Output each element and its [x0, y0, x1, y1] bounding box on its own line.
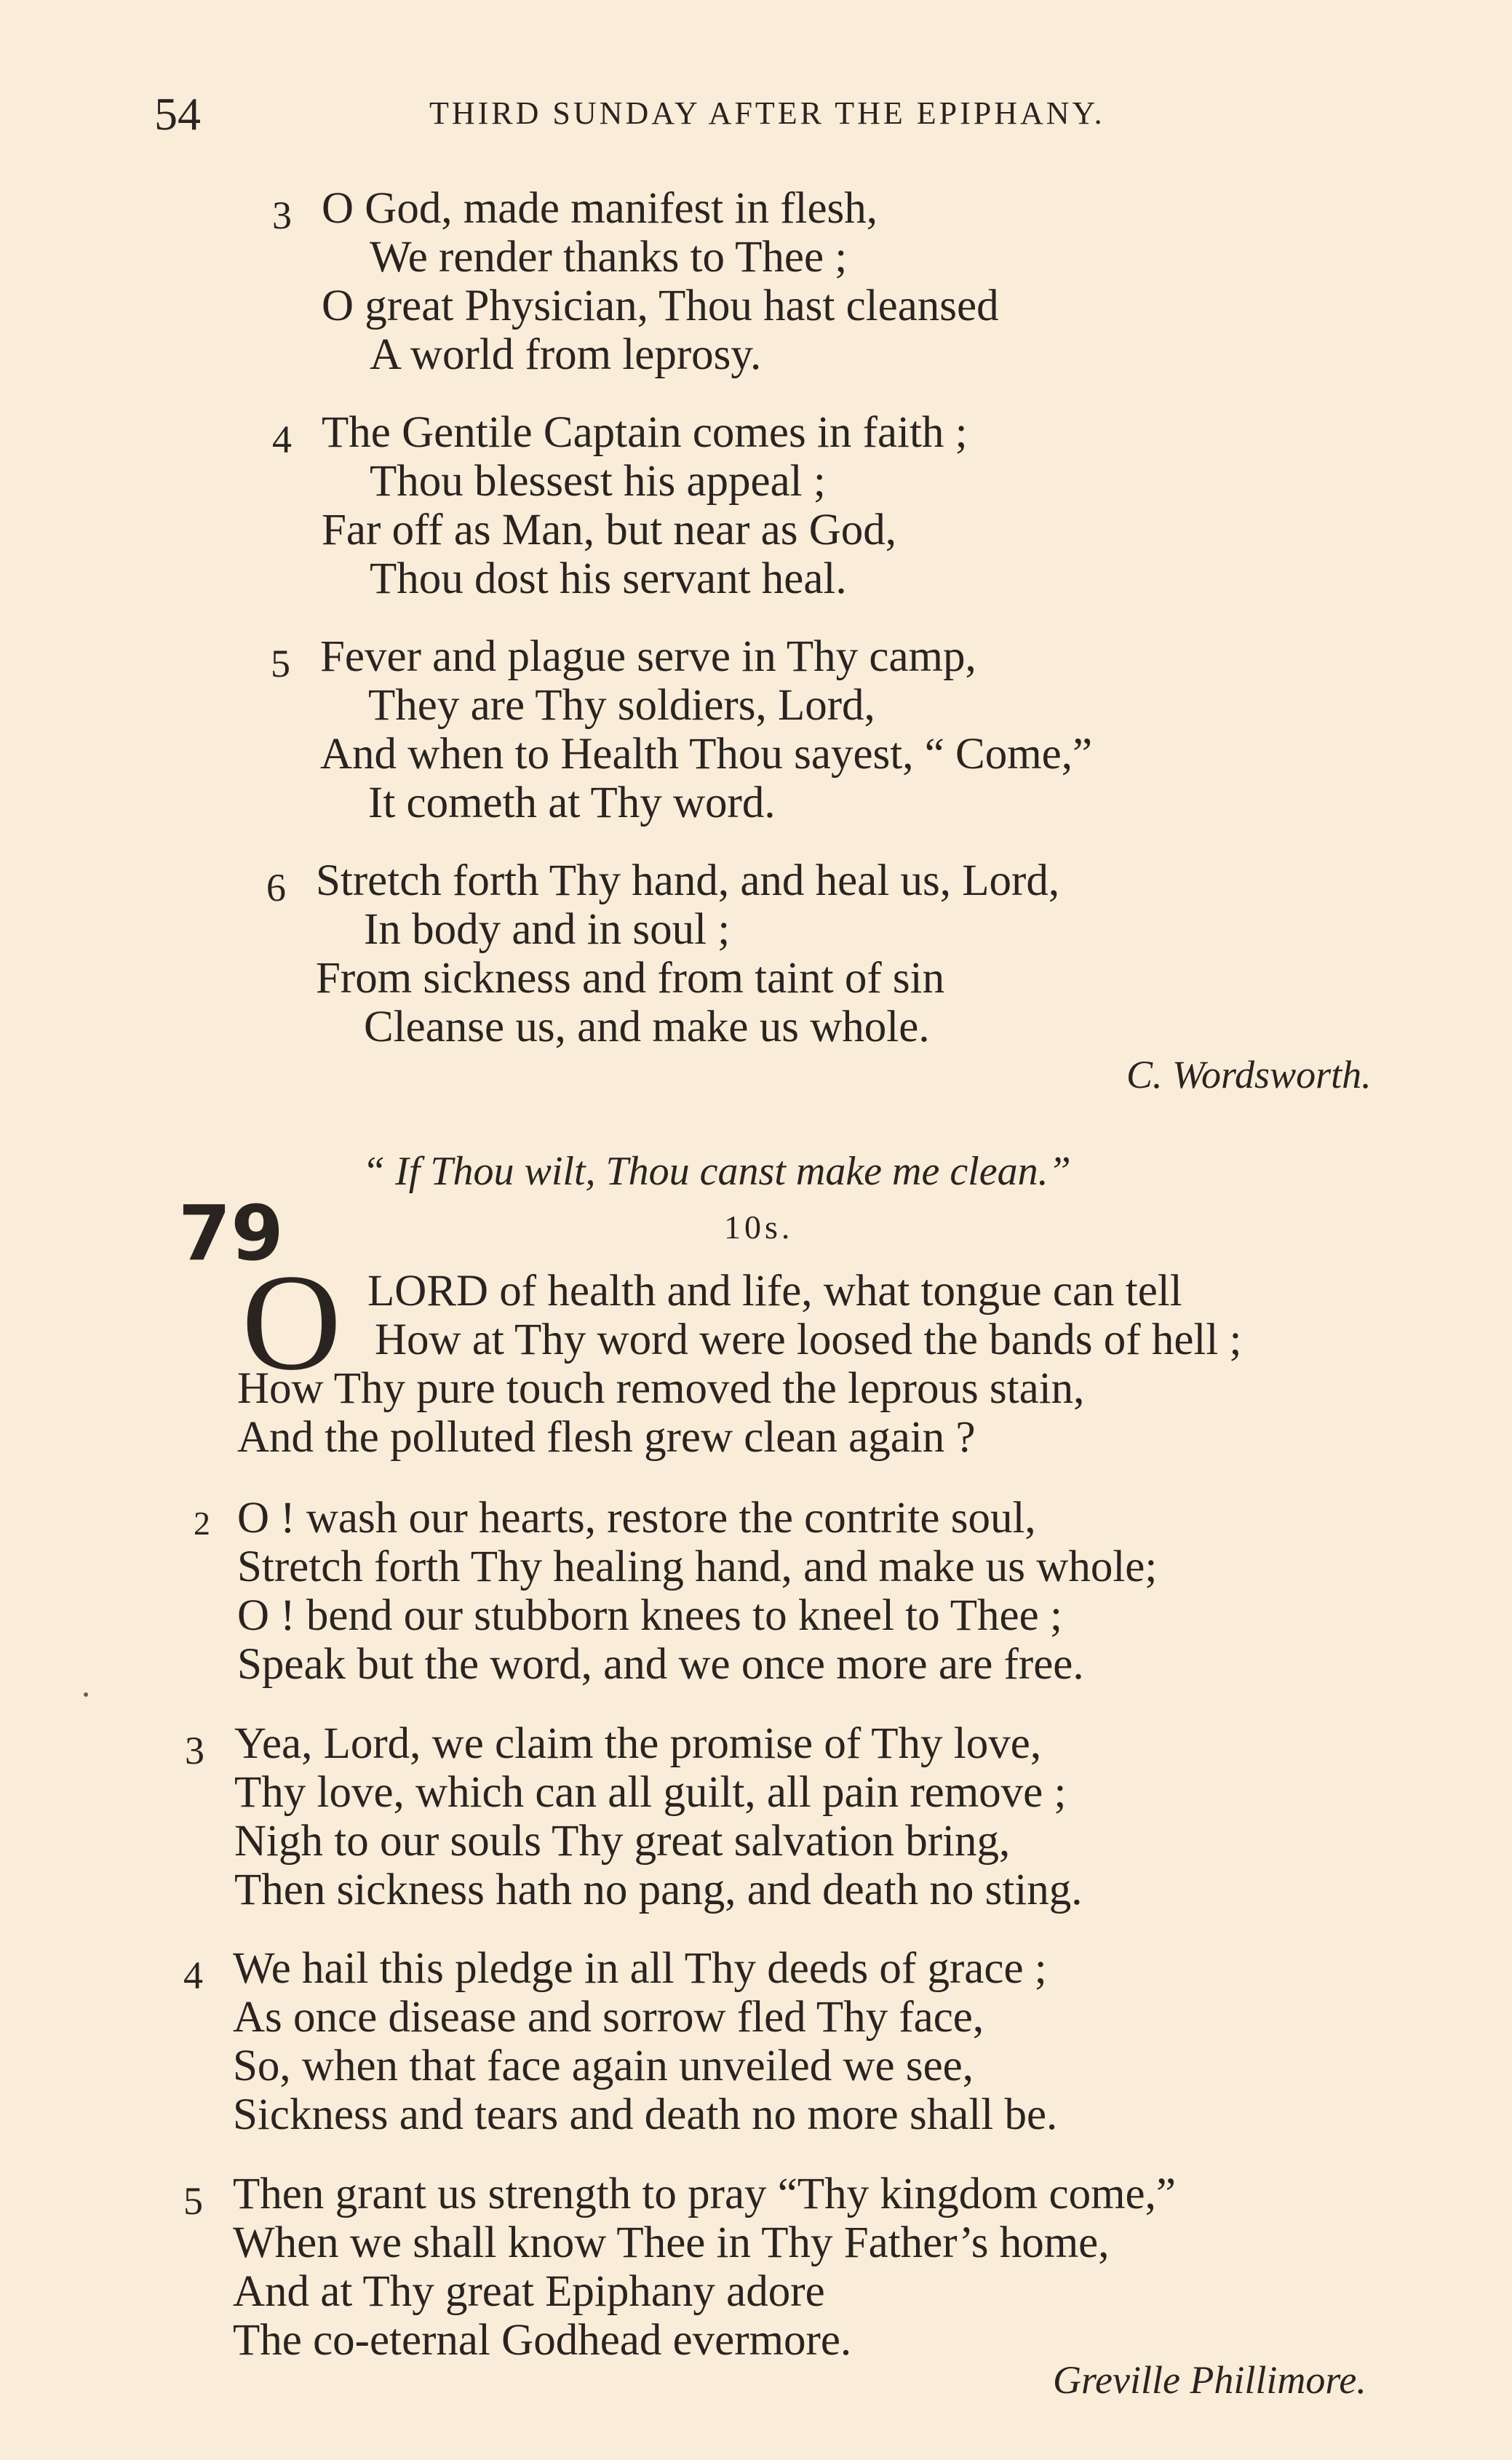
verse-number: 4 [183, 1954, 203, 1997]
print-speck [84, 1692, 88, 1697]
prev-stanza-4 [272, 408, 968, 603]
prev-hymn-author: C. Wordsworth. [1126, 1053, 1372, 1096]
verse-line: We render thanks to Thee ; [370, 233, 848, 282]
verse-number: 2 [194, 1505, 210, 1542]
hymn-meter: 10s. [724, 1209, 794, 1246]
verse-line: As once disease and sorrow fled Thy face, [233, 1993, 984, 2042]
prev-stanza-5 [271, 632, 1093, 827]
verse-number: 6 [266, 866, 286, 909]
verse-line: O ! wash our hearts, restore the contrite soul, [237, 1494, 1036, 1543]
verse-line: A world from leprosy. [370, 330, 762, 379]
verse-line: Sickness and tears and death no more shall be. [233, 2090, 1058, 2139]
verse-number: 3 [185, 1729, 204, 1772]
verse-line: Fever and plague serve in Thy camp, [320, 632, 976, 681]
verse-line: And the polluted flesh grew clean again ? [237, 1413, 976, 1462]
verse-line: They are Thy soldiers, Lord, [368, 681, 875, 730]
page-number: 54 [154, 88, 201, 140]
hymn-stanza-2 [194, 1494, 1158, 1689]
verse-line: O ! bend our stubborn knees to kneel to Thee ; [237, 1591, 1062, 1640]
verse-line: The Gentile Captain comes in faith ; [322, 408, 968, 457]
verse-line: So, when that face again unveiled we see, [233, 2042, 974, 2090]
verse-line: We hail this pledge in all Thy deeds of grace ; [233, 1944, 1047, 1993]
verse-line: Then sickness hath no pang, and death no sting. [234, 1866, 1083, 1914]
verse-number: 5 [271, 642, 290, 685]
verse-line: LORD of health and life, what tongue can tell [367, 1267, 1182, 1315]
verse-line: In body and in soul ; [364, 905, 731, 954]
verse-line: When we shall know Thee in Thy Father’s home, [233, 2218, 1110, 2267]
hymn-epigraph: “ If Thou wilt, Thou canst make me clean.” [362, 1149, 1071, 1194]
verse-line: Thou blessest his appeal ; [370, 457, 826, 506]
verse-line: How Thy pure touch removed the leprous stain, [237, 1364, 1085, 1413]
verse-line: Stretch forth Thy healing hand, and make us whole; [237, 1543, 1158, 1591]
verse-line: Thy love, which can all guilt, all pain remove ; [234, 1768, 1067, 1817]
verse-line: And when to Health Thou sayest, “ Come,” [320, 730, 1093, 779]
verse-line: Stretch forth Thy hand, and heal us, Lord, [316, 856, 1060, 905]
verse-line: Yea, Lord, we claim the promise of Thy love, [234, 1719, 1042, 1768]
verse-line: Cleanse us, and make us whole. [364, 1003, 930, 1051]
hymn-stanza-3 [185, 1719, 1083, 1914]
verse-line: Nigh to our souls Thy great salvation bring, [234, 1817, 1011, 1866]
prev-stanza-6 [266, 856, 1060, 1051]
verse-number: 3 [272, 194, 292, 237]
verse-line: It cometh at Thy word. [368, 779, 776, 827]
drop-cap: O [242, 1246, 342, 1399]
verse-line: Thou dost his servant heal. [370, 554, 847, 603]
verse-line: O great Physician, Thou hast cleansed [322, 282, 999, 330]
verse-number: 5 [183, 2179, 203, 2223]
verse-line: From sickness and from taint of sin [316, 954, 945, 1003]
verse-line: Speak but the word, and we once more are free. [237, 1640, 1084, 1689]
verse-line: The co-eternal Godhead evermore. [233, 2316, 852, 2365]
verse-number: 4 [272, 418, 292, 461]
hymn-author: Greville Phillimore. [1053, 2358, 1366, 2402]
verse-line: How at Thy word were loosed the bands of hell ; [375, 1315, 1242, 1364]
verse-line: Then grant us strength to pray “Thy kingdom come,” [233, 2170, 1176, 2218]
hymn-stanza-4 [183, 1944, 1058, 2139]
running-head: THIRD SUNDAY AFTER THE EPIPHANY. [429, 95, 1105, 131]
prev-stanza-3 [272, 184, 999, 379]
verse-line: O God, made manifest in flesh, [322, 184, 878, 233]
verse-line: And at Thy great Epiphany adore [233, 2267, 825, 2316]
hymn-stanza-5 [183, 2170, 1176, 2365]
verse-line: Far off as Man, but near as God, [322, 506, 896, 554]
hymn-number: 79 [178, 1189, 284, 1278]
